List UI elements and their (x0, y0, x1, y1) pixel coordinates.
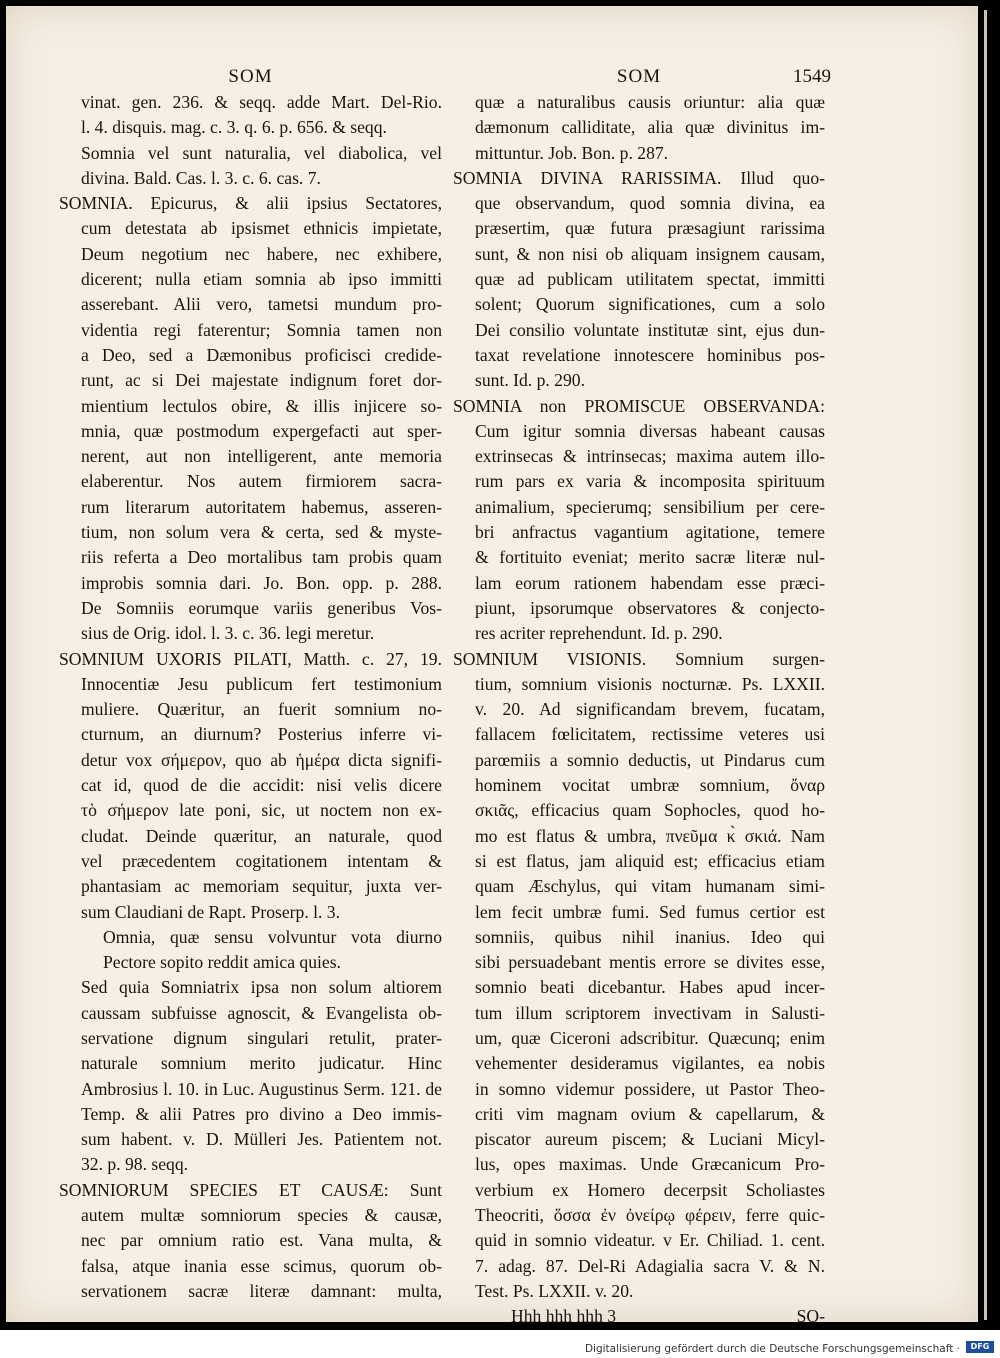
footer-bar (0, 1330, 1000, 1358)
text-line: l. 4. disquis. mag. c. 3. q. 6. p. 656. & seqq. (81, 117, 387, 138)
text-line: cturnum, an diurnum? Posterius inferre vi- (81, 724, 442, 745)
text-line: dicerent; nulla etiam somnia ab ipso immitti (81, 269, 442, 290)
text-line: verbium ex Homero decerpsit Scholiastes (475, 1179, 825, 1200)
text-line: cat id, quod de die accidit: nisi velis dicere (81, 775, 442, 796)
text-line: naturale somnium merito judicatur. Hinc (81, 1053, 442, 1074)
text-line: SOMNIUM VISIONIS. Somnium surgen- (453, 648, 825, 669)
text-line: lem fecit umbræ fumi. Sed fumus certior est (475, 901, 825, 922)
text-line: vehementer desideramus vigilantes, ea nobis (475, 1053, 825, 1074)
left-text-block (59, 90, 442, 1304)
text-line: SOMNIA. Epicurus, & alii ipsius Sectatores, (59, 193, 442, 214)
text-line: lam eorum rationem habendam esse præci- (475, 572, 825, 593)
text-line: cludat. Deinde quæritur, an naturale, quod (81, 825, 442, 846)
text-line: piunt, ipsorumque observatores & conjecto- (475, 597, 825, 618)
text-line: SOMNIORUM SPECIES ET CAUSÆ: Sunt (59, 1179, 442, 1200)
left-column (59, 64, 442, 1304)
right-text-block (453, 90, 825, 1304)
text-line: præsertim, quæ futura præsagiunt rarissima (475, 218, 825, 239)
text-line: muliere. Quæritur, an fuerit somnium no- (81, 699, 442, 720)
page-edge (984, 10, 987, 1320)
text-line: Temp. & alii Patres pro divino a Deo immis- (81, 1103, 442, 1124)
text-line: fallacem fœlicitatem, rectissime veteres usi (475, 724, 825, 745)
catchword: SO- (796, 1306, 825, 1327)
text-line: Omnia, quæ sensu volvuntur vota diurno (103, 926, 442, 947)
text-line: asserebant. Alii vero, tametsi mundum pro- (81, 294, 442, 315)
text-line: falsa, atque inania esse scimus, quorum ob- (81, 1255, 442, 1276)
text-line: 32. p. 98. seqq. (81, 1154, 189, 1175)
text-line: 7. adag. 87. Del-Ri Adagialia sacra V. & N. (475, 1255, 825, 1276)
text-line: sibi persuadebant mentis errore se divites esse, (475, 952, 825, 973)
text-line: & fortituito eveniat; merito sacræ literæ nul- (475, 547, 825, 568)
text-line: quam Æschylus, qui vitam humanam simi- (475, 876, 825, 897)
text-line: riis referta a Deo mortalibus tam probis quam (81, 547, 442, 568)
text-line: Theocriti, ὅσσα ἐν ὀνείρῳ φέρειν, ferre quic- (475, 1205, 825, 1226)
page-number: 1549 (793, 66, 831, 87)
text-line: caussam subfuisse agnoscit, & Evangelista ob- (81, 1002, 442, 1023)
signature-mark: Hhh hhh hhh 3 (511, 1306, 617, 1327)
dfg-logo-icon: DFG (966, 1341, 994, 1353)
text-line: sum Claudiani de Rapt. Proserp. l. 3. (81, 901, 340, 922)
text-line: nerent, aut non intelligerent, ante memoria (81, 446, 442, 467)
text-line: mittuntur. Job. Bon. p. 287. (475, 142, 669, 163)
text-line: sunt. Id. p. 290. (475, 370, 585, 391)
text-line: criti vim magnam ovium & capellarum, & (475, 1103, 825, 1124)
text-line: quæ ad publicam utilitatem spectat, immitti (475, 269, 825, 290)
text-line: mo est flatus & umbra, πνεῦμα κ̀ σκιά. Nam (475, 825, 825, 846)
text-line: que observandum, quod somnia divina, ea (475, 193, 825, 214)
text-line: autem multæ somniorum species & causæ, (81, 1205, 442, 1226)
text-line: divina. Bald. Cas. l. 3. c. 6. cas. 7. (81, 167, 321, 188)
text-line: Sed quia Somniatrix ipsa non solum altiorem (81, 977, 442, 998)
text-line: improbis somnia dari. Jo. Bon. opp. p. 288. (81, 572, 442, 593)
text-line: parœmiis a somnio deductis, ut Pindarus cum (475, 749, 825, 770)
text-line: servationem sacræ literæ damnant: multa, (81, 1280, 442, 1301)
text-line: vel præcedentem cogitationem intentam & (81, 850, 442, 871)
text-line: Test. Ps. LXXII. v. 20. (475, 1280, 634, 1301)
text-line: solent; Quorum significationes, cum a solo (475, 294, 825, 315)
text-line: quid in somnio videatur. v Er. Chiliad. 1. cent. (475, 1230, 825, 1251)
text-line: Dei consilio voluntate institutæ sint, ejus dun- (475, 319, 825, 340)
text-line: bri anfractus vagantium agitatione, temere (475, 522, 825, 543)
text-line: Cum igitur somnia diversas habeant causas (475, 420, 825, 441)
text-line: si est flatus, jam aliquid est; efficacius etiam (475, 850, 825, 871)
text-line: a Deo, sed a Dæmonibus proficisci credide- (81, 344, 442, 365)
funding-credit: Digitalisierung gefördert durch die Deutsche Forschungsgemeinschaft · (584, 1343, 960, 1355)
text-line: phantasiam ac memoriam sequitur, juxta ver- (81, 876, 442, 897)
text-line: servatione dignum singulari retulit, prater- (81, 1027, 442, 1048)
text-line: sius de Orig. idol. l. 3. c. 36. legi meretur. (81, 623, 375, 644)
text-line: mnia, quæ postmodum expergefacti aut sper- (81, 420, 442, 441)
text-line: dæmonum calliditate, alia quæ divinitus im- (475, 117, 825, 138)
text-line: um, quæ Ciceroni adscribitur. Quæcunq; enim (475, 1027, 825, 1048)
text-line: σκιᾶς, efficacius quam Sophocles, quod ho- (475, 800, 825, 821)
text-line: taxat revelatione innotescere hominibus pos- (475, 344, 825, 365)
text-line: τὸ σήμερον late poni, sic, ut noctem non ex- (81, 800, 442, 821)
text-line: sum habent. v. D. Mülleri Jes. Patientem not. (81, 1129, 442, 1150)
text-line: somnio beati dicebantur. Habes apud incer- (475, 977, 825, 998)
text-line: in somno videmur possidere, ut Pastor Theo- (475, 1078, 825, 1099)
text-line: Deum negotium nec habere, nec exhibere, (81, 243, 442, 264)
text-line: mientium lectulos obire, & illis injicere so- (81, 395, 442, 416)
right-column (453, 64, 831, 1329)
text-line: sunt, & non nisi ob aliquam insignem causam, (475, 243, 825, 264)
text-line: res acriter reprehendunt. Id. p. 290. (475, 623, 723, 644)
text-line: quæ a naturalibus causis oriuntur: alia quæ (475, 92, 825, 112)
text-line: Innocentiæ Jesu publicum fert testimonium (81, 673, 442, 694)
text-line: Somnia vel sunt naturalia, vel diabolica, vel (81, 142, 442, 163)
text-line: runt, ac si Dei majestate indignum foret dor- (81, 370, 442, 391)
text-line: SOMNIA non PROMISCUE OBSERVANDA: (453, 395, 825, 416)
text-line: videntia regi faterentur; Somnia tamen non (81, 319, 442, 340)
signature-line (453, 1304, 825, 1329)
text-line: SOMNIA DIVINA RARISSIMA. Illud quo- (453, 167, 825, 188)
text-line: piscator aureum piscem; & Luciani Micyl- (475, 1129, 825, 1150)
text-line: v. 20. Ad significandam brevem, fucatam, (475, 699, 825, 720)
left-running-head (59, 64, 442, 90)
text-line: lus, opes maximas. Unde Græcanicum Pro- (475, 1154, 825, 1175)
text-line: animalium, specierumq; sensibilium per cere- (475, 496, 825, 517)
book-page (6, 6, 978, 1327)
text-line: nec par omnium ratio est. Vana multa, & (81, 1230, 442, 1251)
text-line: Ambrosius l. 10. in Luc. Augustinus Serm. 121. de (81, 1078, 442, 1099)
text-line: hominem vocitat umbræ somnium, ὄναρ (475, 775, 825, 796)
right-head-title: SOM (616, 66, 662, 87)
left-head-title: SOM (228, 66, 273, 87)
text-line: tium, somnium visionis nocturnæ. Ps. LXXII. (475, 673, 825, 694)
text-line: SOMNIUM UXORIS PILATI, Matth. c. 27, 19. (59, 648, 442, 669)
text-line: De Somniis eorumque variis generibus Vos- (81, 597, 442, 618)
text-line: tum illum scriptorem invectivam in Salusti- (475, 1002, 825, 1023)
right-running-head (453, 64, 831, 90)
text-line: extrinsecas & intrinsecas; maxima autem illo- (475, 446, 825, 467)
text-line: cum detestata ab ipsismet ethnicis impietate, (81, 218, 442, 239)
text-line: rum literarum autoritatem habemus, asseren- (81, 496, 442, 517)
text-line: rum pars ex varia & incomposita spirituum (475, 471, 825, 492)
text-line: vinat. gen. 236. & seqq. adde Mart. Del-Rio. (81, 92, 442, 112)
text-line: elaberentur. Nos autem firmiorem sacra- (81, 471, 442, 492)
text-line: detur vox σήμερον, quo ab ἡμέρα dicta signifi- (81, 749, 442, 770)
text-line: tium, non solum vera & certa, sed & myste- (81, 522, 442, 543)
text-line: somniis, quibus nihil inanius. Ideo qui (475, 926, 825, 947)
text-line: Pectore sopito reddit amica quies. (103, 952, 341, 973)
